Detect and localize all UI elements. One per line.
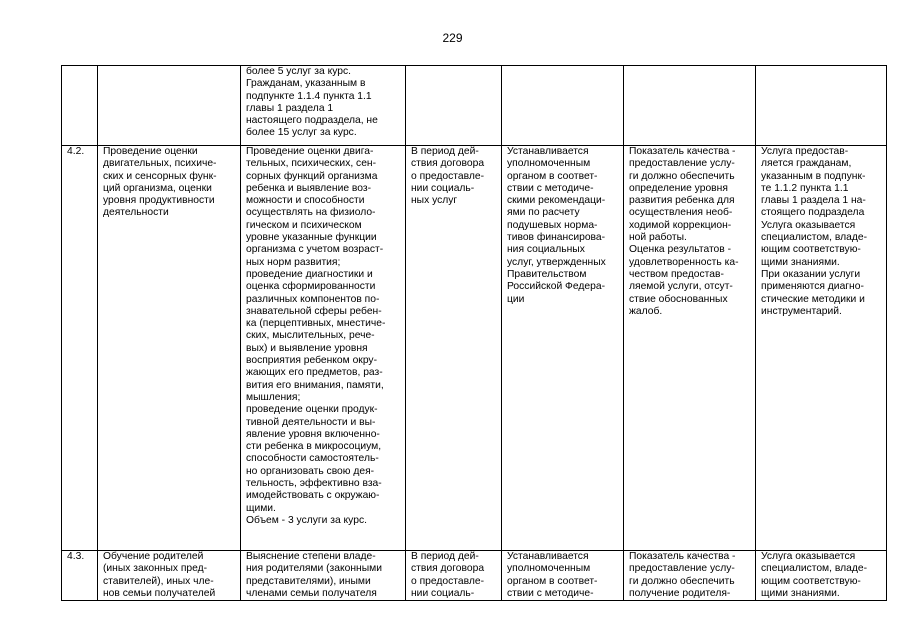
cell-quality: Показатель качества - предоставление услу- ги должно обеспечить определение уровня развития ребенка для осуществления необ- ходимой коррекцион- ной работы. Оценка результатов - удовлетворенность ка- чеством предостав- ляемой услуги, отсут- ствие обоснованных жалоб. (624, 146, 756, 551)
cell-conditions: Услуга оказывается специалистом, владе- ющим соответствую- щими знаниями. (756, 551, 887, 601)
cell-term (406, 66, 502, 146)
cell-quality: Показатель качества - предоставление услу- ги должно обеспечить получение родителя- (624, 551, 756, 601)
table-row (62, 66, 887, 146)
cell-number: 4.3. (62, 551, 98, 601)
table-row (62, 551, 887, 601)
cell-conditions (756, 66, 887, 146)
cell-norm: Устанавливается уполномоченным органом в соответ- ствии с методиче- скими рекомендаци- ями по расчету подушевых норма- тивов финансирова- ния социальных услуг, утвержденных Правительством Российской Федера- ции (502, 146, 624, 551)
cell-description: Выяснение степени владе- ния родителями (законными представителями), иными членами семьи получателя (241, 551, 406, 601)
cell-description: более 5 услуг за курс. Гражданам, указанным в подпункте 1.1.4 пункта 1.1 главы 1 раздела 1 настоящего подраздела, не более 15 услуг за курс. (241, 66, 406, 146)
cell-norm (502, 66, 624, 146)
cell-quality (624, 66, 756, 146)
cell-service-name (98, 66, 241, 146)
table-row (62, 146, 887, 551)
cell-description: Проведение оценки двига- тельных, психических, сен- сорных функций организма ребенка и выявление воз- можности и способности осуществлять на физиоло- гическом и психическом уровне указанные функции организма с учетом возраст- ных норм развития; проведение диагностики и оценка сформированности различных компонентов по- знавательной сферы ребен- ка (перцептивных, мнестиче- ских, мыслительных, рече- вых) и выявление уровня восприятия ребенком окру- жающих его предметов, раз- вития его внимания, памяти, мышления; проведение оценки продук- тивной деятельности и вы- явление уровня включенно- сти ребенка в микросоциум, способности самостоятель- но организовать свою дея- тельность, эффективно вза- имодействовать с окружаю- щими. Объем - 3 услуги за курс. (241, 146, 406, 551)
page-number: 229 (442, 31, 463, 45)
services-table (61, 65, 887, 601)
cell-term: В период дей- ствия договора о предоставле- нии социаль- (406, 551, 502, 601)
cell-number: 4.2. (62, 146, 98, 551)
cell-conditions: Услуга предостав- ляется гражданам, указанным в подпунк- те 1.1.2 пункта 1.1 главы 1 раздела 1 на- стоящего подраздела Услуга оказывается специалистом, владе- ющим соответствую- щими знаниями. При оказании услуги применяются диагно- стические методики и инструментарий. (756, 146, 887, 551)
cell-service-name: Обучение родителей (иных законных пред- ставителей), иных чле- нов семьи получателей (98, 551, 241, 601)
cell-number (62, 66, 98, 146)
cell-term: В период дей- ствия договора о предоставле- нии социаль- ных услуг (406, 146, 502, 551)
cell-norm: Устанавливается уполномоченным органом в соответ- ствии с методиче- (502, 551, 624, 601)
cell-service-name: Проведение оценки двигательных, психиче- ских и сенсорных функ- ций организма, оценки уровня продуктивности деятельности (98, 146, 241, 551)
